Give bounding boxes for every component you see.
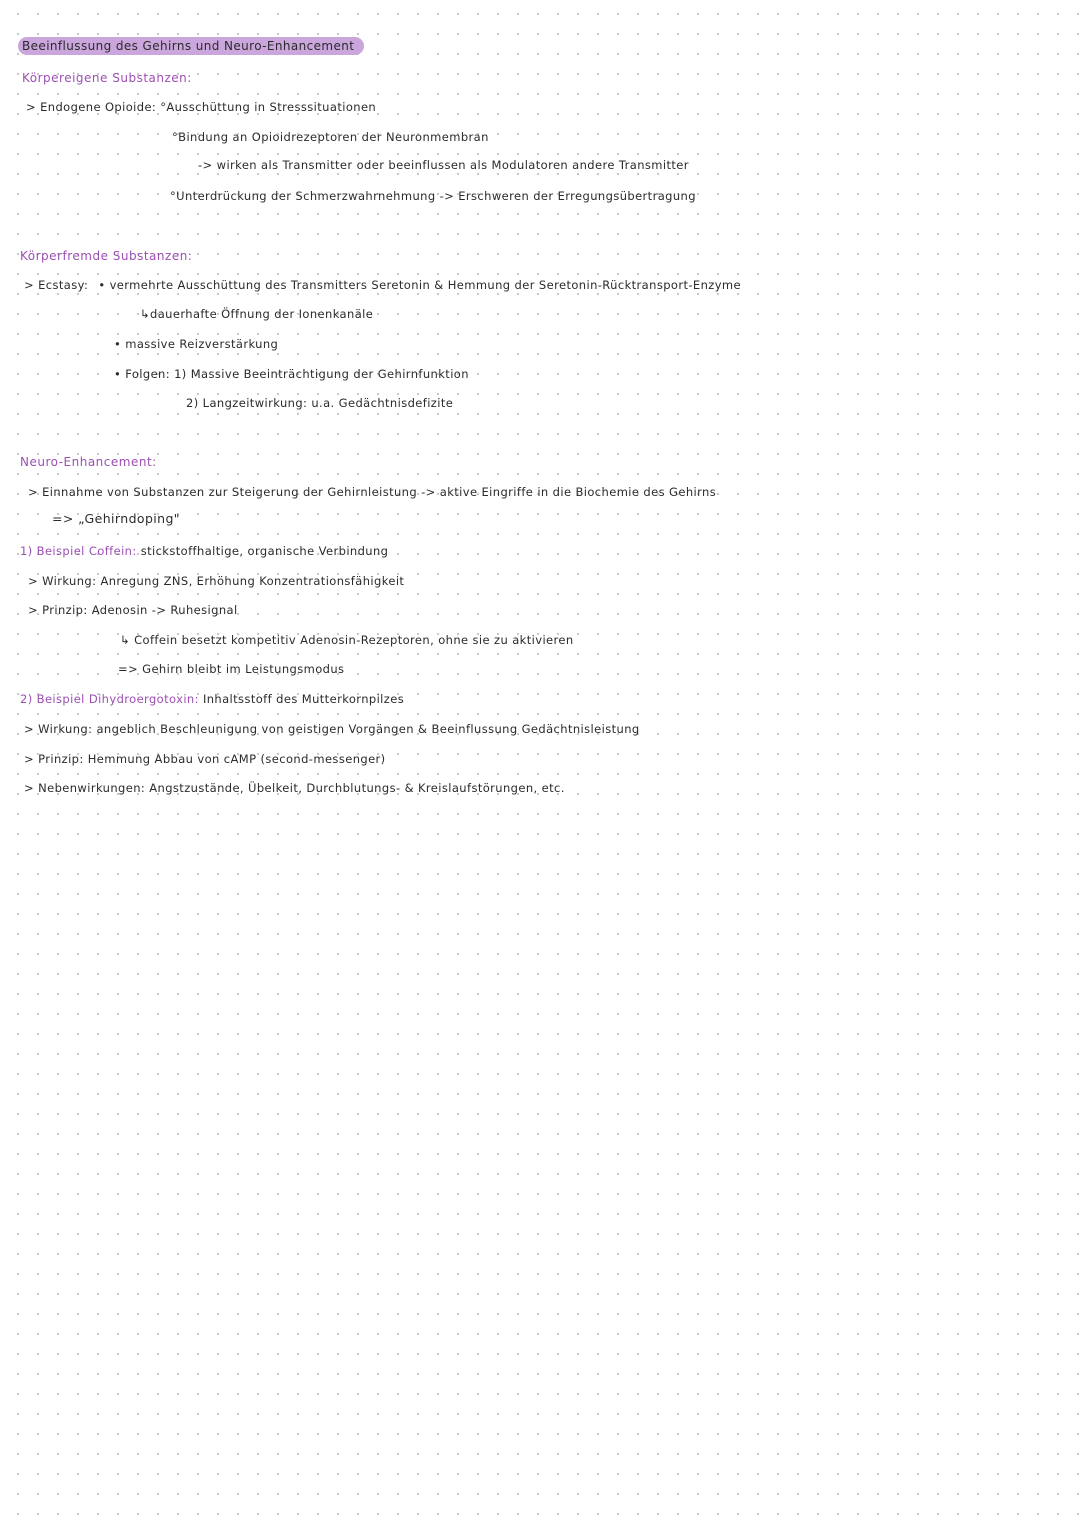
ecstasy-folgen-2: 2) Langzeitwirkung: u.a. Gedächtnisdefizite xyxy=(186,396,454,410)
coffein-label: 1) Beispiel Coffein: xyxy=(20,544,141,558)
endogene-opioide-line xyxy=(26,99,376,115)
neuro-gehirndoping: => „Gehirndoping" xyxy=(52,511,180,526)
heading-koerperfremde: Körperfremde Substanzen: xyxy=(20,249,193,263)
endogene-opioide-text: °Ausschüttung in Stresssituationen xyxy=(160,100,377,114)
ecstasy-line xyxy=(24,277,741,293)
dihydroergotoxin-wirkung: > Wirkung: angeblich Beschleunigung von geistigen Vorgängen & Beeinflussung Gedächtnisleistung xyxy=(24,722,640,736)
opioide-bindung: °Bindung an Opioidrezeptoren der Neuronmembran xyxy=(172,130,489,144)
coffein-leistungsmodus: => Gehirn bleibt im Leistungsmodus xyxy=(118,662,345,676)
coffein-line xyxy=(20,543,388,559)
neuro-einnahme: > Einnahme von Substanzen zur Steigerung der Gehirnleistung -> aktive Eingriffe in die Biochemie des Gehirns xyxy=(28,485,717,499)
ecstasy-label: > Ecstasy: xyxy=(24,278,93,292)
ecstasy-reizverstaerkung: • massive Reizverstärkung xyxy=(114,337,279,351)
coffein-text: stickstoffhaltige, organische Verbindung xyxy=(140,544,389,558)
coffein-besetzt: ↳ Coffein besetzt kompetitiv Adenosin-Rezeptoren, ohne sie zu aktivieren xyxy=(120,633,574,647)
ecstasy-ionenkanaele: ↳dauerhafte Öffnung der Ionenkanäle xyxy=(140,307,374,321)
dihydroergotoxin-text: Inhaltsstoff des Mutterkornpilzes xyxy=(202,692,405,706)
coffein-wirkung: > Wirkung: Anregung ZNS, Erhöhung Konzentrationsfähigkeit xyxy=(28,574,405,588)
ecstasy-folgen-1: • Folgen: 1) Massive Beeinträchtigung der Gehirnfunktion xyxy=(114,367,469,381)
opioide-wirkung: -> wirken als Transmitter oder beeinflussen als Modulatoren andere Transmitter xyxy=(198,158,689,172)
dihydroergotoxin-line xyxy=(20,691,404,707)
endogene-opioide-label: > Endogene Opioide: xyxy=(26,100,161,114)
coffein-prinzip: > Prinzip: Adenosin -> Ruhesignal xyxy=(28,603,238,617)
dihydroergotoxin-nebenwirkungen: > Nebenwirkungen: Angstzustände, Übelkeit, Durchblutungs- & Kreislaufstörungen, etc. xyxy=(24,781,565,795)
dihydroergotoxin-prinzip: > Prinzip: Hemmung Abbau von cAMP (second-messenger) xyxy=(24,752,386,766)
opioide-unterdrueckung: °Unterdrückung der Schmerzwahrnehmung -> Erschweren der Erregungsübertragung xyxy=(170,189,696,203)
heading-neuro-enhancement: Neuro-Enhancement: xyxy=(20,455,157,469)
heading-koerpereigene: Körpereigene Substanzen: xyxy=(22,71,192,85)
ecstasy-text: • vermehrte Ausschüttung des Transmitters Seretonin & Hemmung der Seretonin-Rücktransport-Enzyme xyxy=(98,278,742,292)
dihydroergotoxin-label: 2) Beispiel Dihydroergotoxin: xyxy=(20,692,203,706)
page-title: Beeinflussung des Gehirns und Neuro-Enhancement xyxy=(18,37,364,55)
